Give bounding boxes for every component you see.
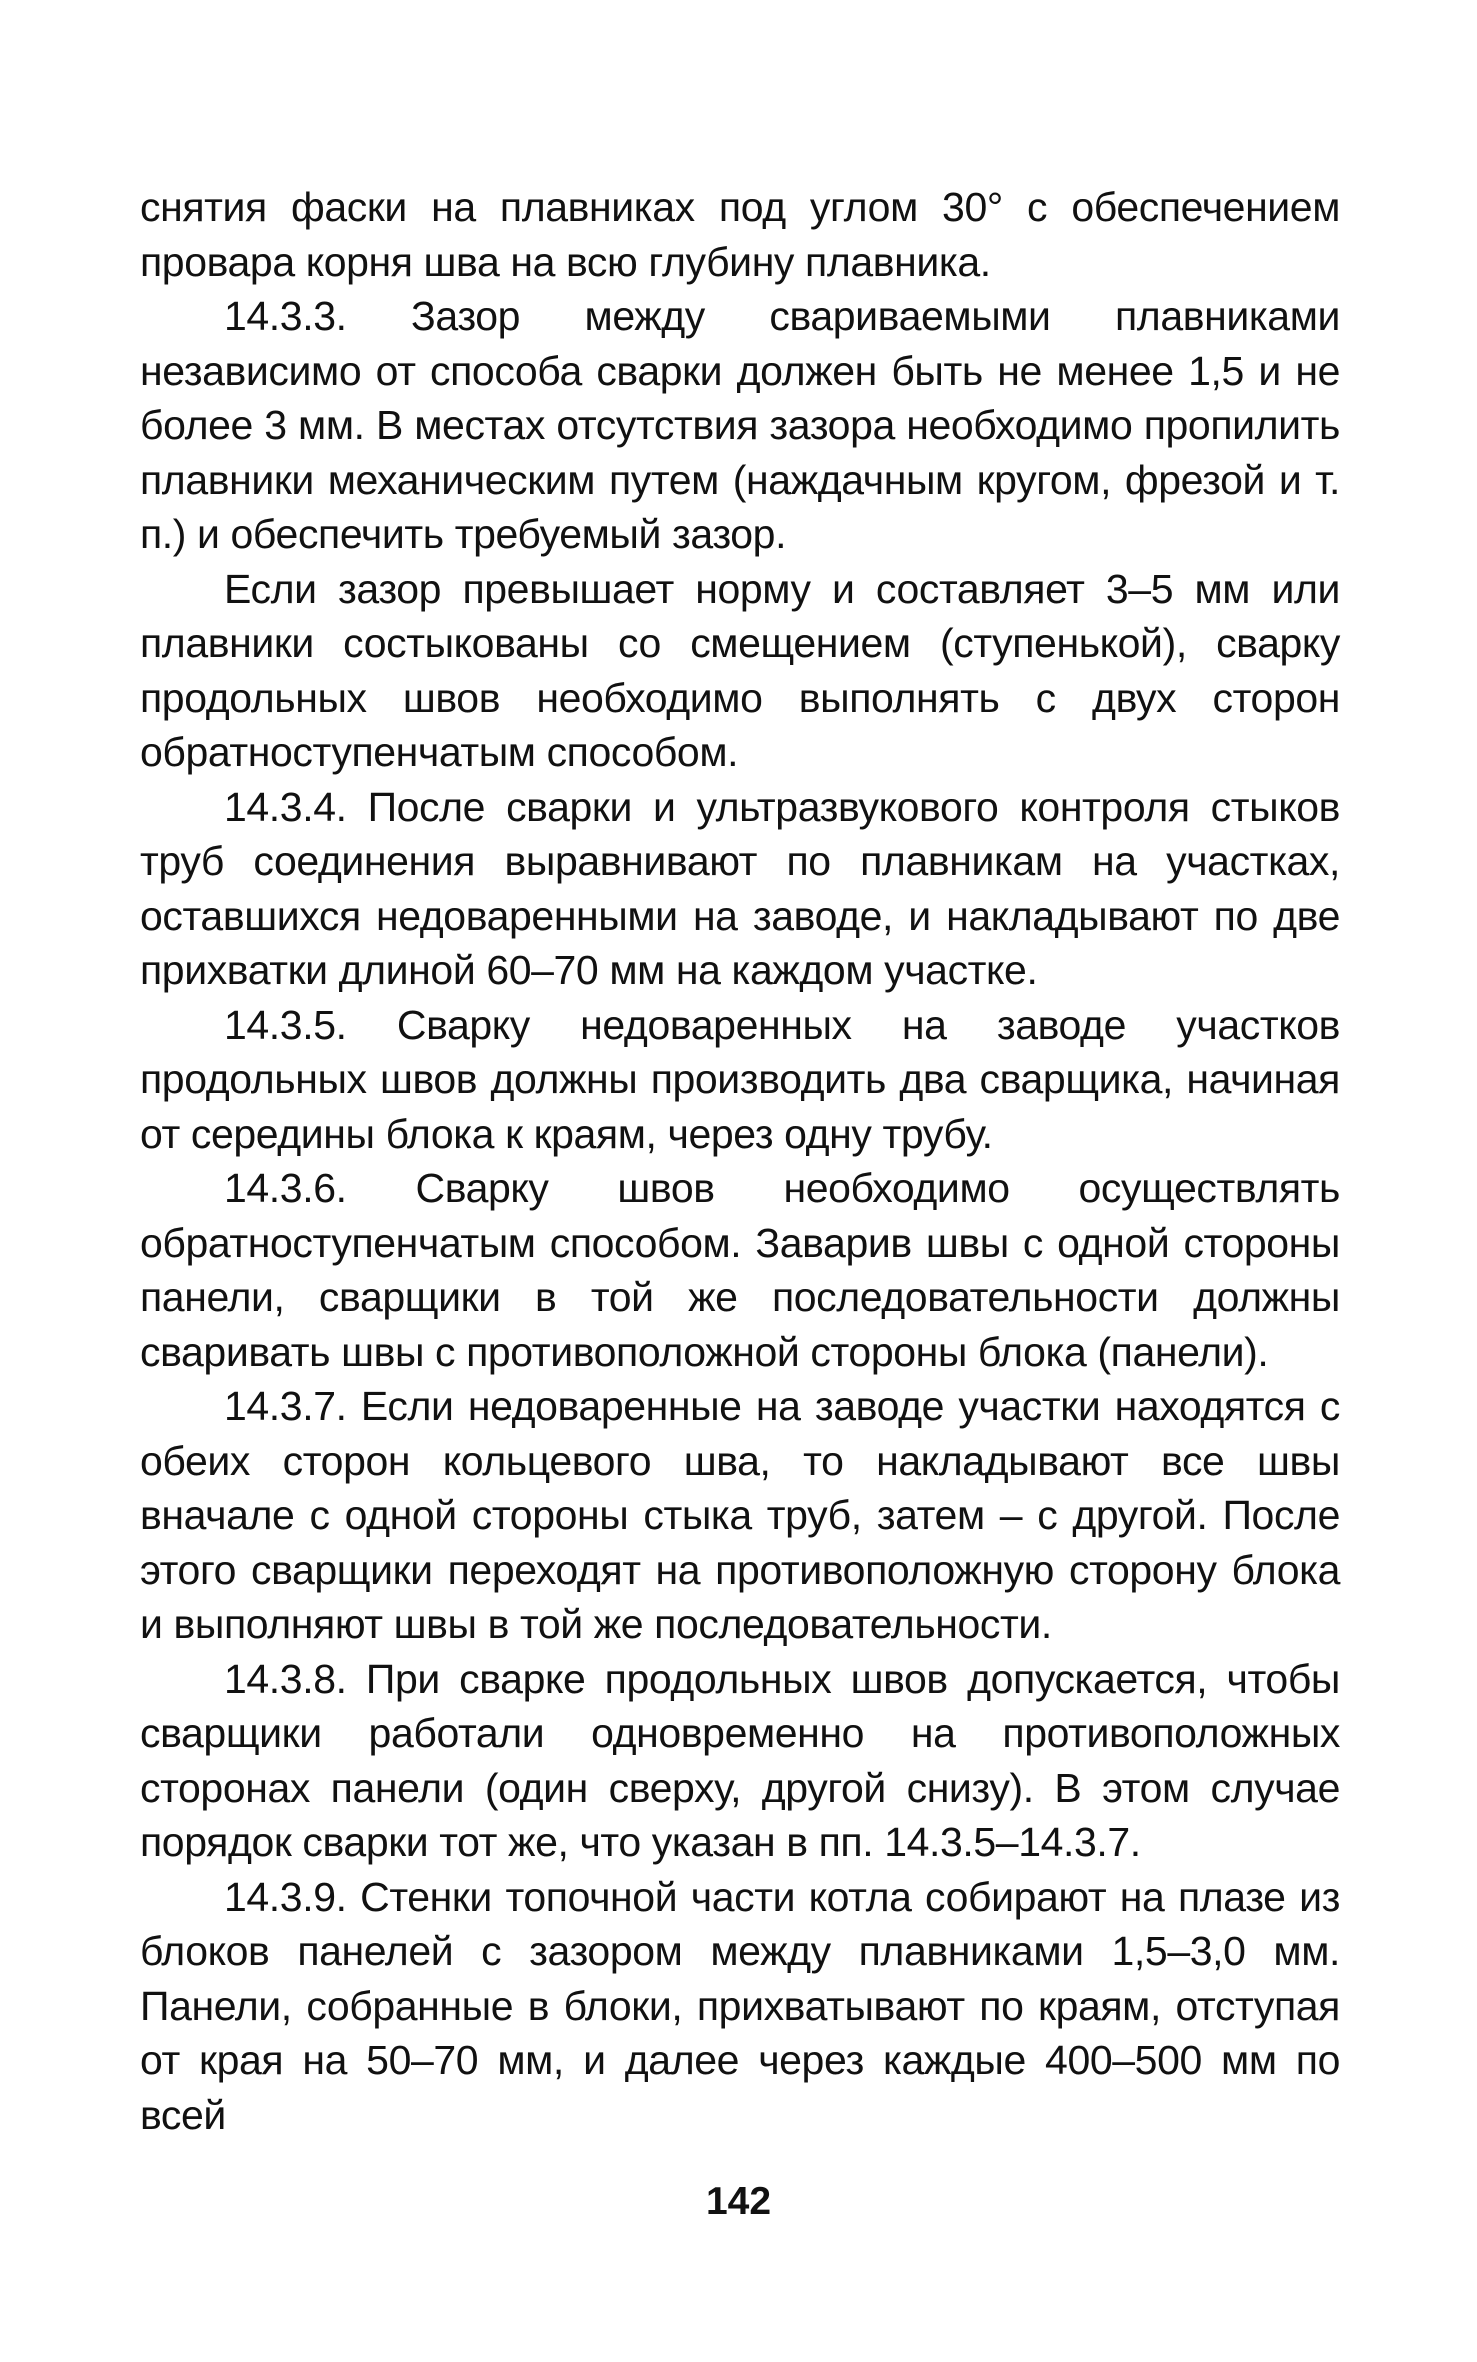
paragraph-gap-exceeds-norm: Если зазор превышает норму и составляет 3–5 мм или плавники состыкованы со смещением (ступенькой), сварку продольных швов необходимо выполнять с двух сторон обратноступенчатым способом. — [140, 565, 1340, 775]
paragraph-14-3-4: 14.3.4. После сварки и ультразвукового контроля стыков труб соединения выравнивают по плавникам на участках, оставшихся недоваренными на заводе, и накладывают по две прихватки длиной 60–70 мм на каждом участке. — [140, 783, 1340, 993]
paragraph-14-3-5: 14.3.5. Сварку недоваренных на заводе участков продольных швов должны производить два сварщика, начиная от середины блока к краям, через одну трубу. — [140, 1001, 1340, 1157]
paragraph-14-3-9: 14.3.9. Стенки топочной части котла собирают на плазе из блоков панелей с зазором между плавниками 1,5–3,0 мм. Панели, собранные в блоки, прихватывают по краям, отступая от края на 50–70 мм, и далее через каждые 400–500 мм по всей — [140, 1873, 1340, 2138]
paragraph-continuation: снятия фаски на плавниках под углом 30° с обеспечением провара корня шва на всю глубину плавника. — [140, 184, 1340, 285]
paragraph-14-3-6: 14.3.6. Сварку швов необходимо осуществлять обратноступенчатым способом. Заварив швы с одной стороны панели, сварщики в той же последовательности должны сваривать швы с противоположной стороны блока (панели). — [140, 1165, 1340, 1375]
paragraph-14-3-7: 14.3.7. Если недоваренные на заводе участки находятся с обеих сторон кольцевого шва, то накладывают все швы вначале с одной стороны стыка труб, затем – с другой. После этого сварщики переходят на противоположную сторону блока и выполняют швы в той же последовательности. — [140, 1383, 1340, 1647]
paragraph-14-3-8: 14.3.8. При сварке продольных швов допускается, чтобы сварщики работали одновременно на противоположных сторонах панели (один сверху, другой снизу). В этом случае порядок сварки тот же, что указан в пп. 14.3.5–14.3.7. — [140, 1655, 1340, 1865]
paragraph-14-3-3: 14.3.3. Зазор между свариваемыми плавниками независимо от способа сварки должен быть не менее 1,5 и не более 3 мм. В местах отсутствия зазора необходимо пропилить плавники механическим путем (наждачным кругом, фрезой и т. п.) и обеспечить требуемый зазор. — [140, 293, 1340, 557]
page-number: 142 — [705, 2180, 772, 2223]
page-body-text — [140, 180, 1340, 2142]
